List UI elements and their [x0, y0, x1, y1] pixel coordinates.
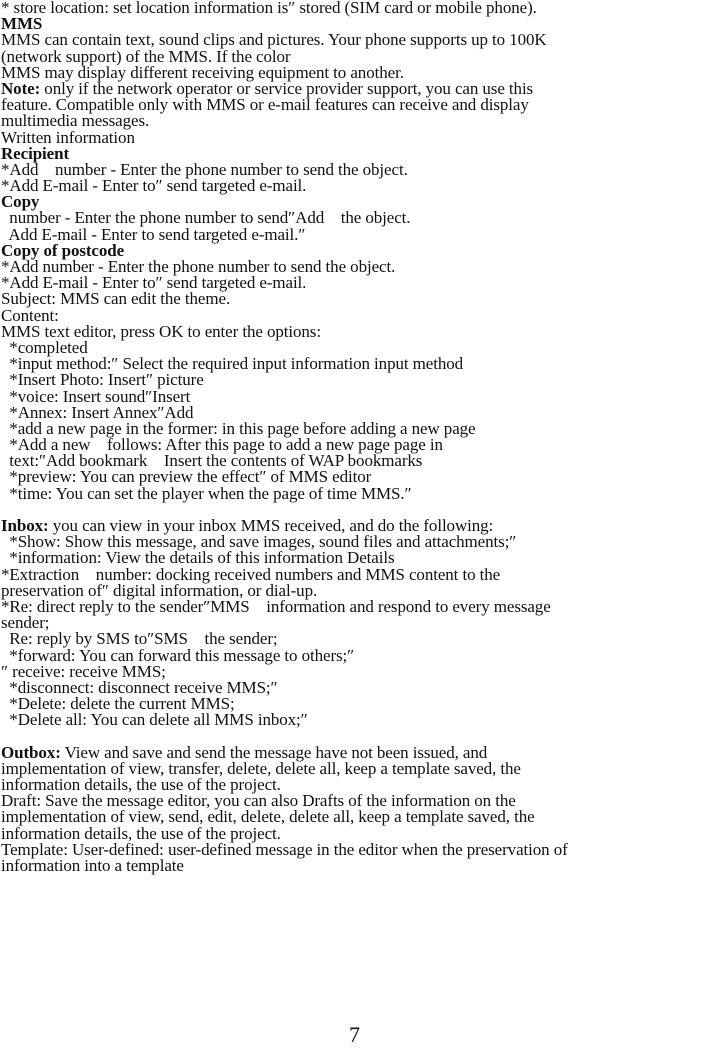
text-line — [1, 596, 707, 616]
text-line — [1, 0, 707, 16]
line-text: *add a new page in the former: in this page before adding a new page — [1, 418, 476, 438]
line-text: Draft: Save the message editor, you can also Drafts of the information on the — [1, 791, 516, 811]
line-text: information into a template — [1, 855, 184, 875]
line-text: *input method:″ Select the required input information input method — [1, 354, 464, 374]
line-text: *preview: You can preview the effect″ of MMS editor — [1, 467, 372, 487]
line-text: sender; — [1, 613, 50, 633]
page-number: 7 — [349, 1022, 360, 1047]
line-text: *Add number - Enter the phone number to send the object. — [1, 159, 408, 179]
line-text: implementation of view, transfer, delete, delete all, keep a template saved, the — [1, 758, 521, 778]
line-text: MMS text editor, press OK to enter the options: — [1, 321, 321, 341]
line-text: Content: — [1, 305, 59, 325]
line-text: *time: You can set the player when the page of time MMS.″ — [1, 483, 412, 503]
bold-label: Note: — [1, 78, 41, 98]
bold-label: Copy of postcode — [1, 240, 125, 260]
line-text: implementation of view, send, edit, delete, delete all, keep a template saved, the — [1, 807, 535, 827]
line-text: MMS can contain text, sound clips and pictures. Your phone supports up to 100K — [1, 30, 547, 50]
line-text: *Extraction number: docking received numbers and MMS content to the — [1, 564, 501, 584]
line-text: *Add a new follows: After this page to add a new page page in — [1, 435, 443, 455]
bold-label: Copy — [1, 192, 40, 212]
line-text: *Delete: delete the current MMS; — [1, 694, 235, 714]
line-text: *Annex: Insert Annex″Add — [1, 402, 194, 422]
line-text: * store location: set location information is″ stored (SIM card or mobile phone). — [1, 0, 537, 17]
line-text: Re: reply by SMS to″SMS the sender; — [1, 629, 278, 649]
line-text: multimedia messages. — [1, 111, 150, 131]
line-text: *Add E-mail - Enter to″ send targeted e-mail. — [1, 176, 307, 196]
line-text: only if the network operator or service provider support, you can use this — [40, 78, 534, 98]
line-text: View and save and send the message have not been issued, and — [60, 742, 488, 762]
text-line — [1, 321, 707, 341]
text-line — [1, 127, 707, 147]
line-text: number - Enter the phone number to send″Add the object. — [1, 208, 411, 228]
text-line — [1, 712, 707, 728]
bold-label: Inbox: — [1, 516, 49, 535]
line-text: ″ receive: receive MMS; — [1, 661, 166, 681]
line-text: you can view in your inbox MMS received, and do the following: — [48, 516, 494, 535]
line-text: *voice: Insert sound″Insert — [1, 386, 191, 406]
line-text: *information: View the details of this information Details — [1, 548, 395, 568]
line-text: Template: User-defined: user-defined message in the editor when the preservation of — [1, 839, 568, 859]
line-text: text:″Add bookmark Insert the contents of WAP bookmarks — [1, 451, 423, 471]
line-text: preservation of″ digital information, or dial-up. — [1, 580, 318, 600]
text-line — [1, 483, 707, 503]
line-text: *Add E-mail - Enter to″ send targeted e-mail. — [1, 273, 307, 293]
line-text: Written information — [1, 127, 135, 147]
text-line — [1, 178, 707, 194]
document-body — [1, 0, 707, 874]
line-text: information details, the use of the project. — [1, 823, 281, 843]
line-text: information details, the use of the project. — [1, 775, 281, 794]
line-text: *Insert Photo: Insert″ picture — [1, 370, 204, 390]
line-text: *Delete all: You can delete all MMS inbox;″ — [1, 710, 308, 730]
line-text: (network support) of the MMS. If the color — [1, 46, 291, 66]
line-text: *Add number - Enter the phone number to send the object. — [1, 257, 396, 276]
text-line — [1, 291, 707, 307]
line-text: feature. Compatible only with MMS or e-mail features can receive and display — [1, 95, 529, 115]
line-text: *completed — [1, 337, 88, 357]
line-text: MMS may display different receiving equipment to another. — [1, 62, 404, 82]
text-line — [1, 855, 707, 875]
bold-label: Recipient — [1, 143, 70, 163]
line-text: *disconnect: disconnect receive MMS;″ — [1, 677, 278, 697]
line-text: *Show: Show this message, and save images, sound files and attachments;″ — [1, 532, 517, 552]
line-text: *Re: direct reply to the sender″MMS information and respond to every message — [1, 596, 551, 616]
bold-label: Outbox: — [1, 742, 61, 762]
bold-label: MMS — [1, 14, 43, 34]
line-text: *forward: You can forward this message to others;″ — [1, 645, 355, 665]
line-text: Subject: MMS can edit the theme. — [1, 289, 231, 309]
line-text: Add E-mail - Enter to send targeted e-mail.″ — [1, 224, 306, 244]
